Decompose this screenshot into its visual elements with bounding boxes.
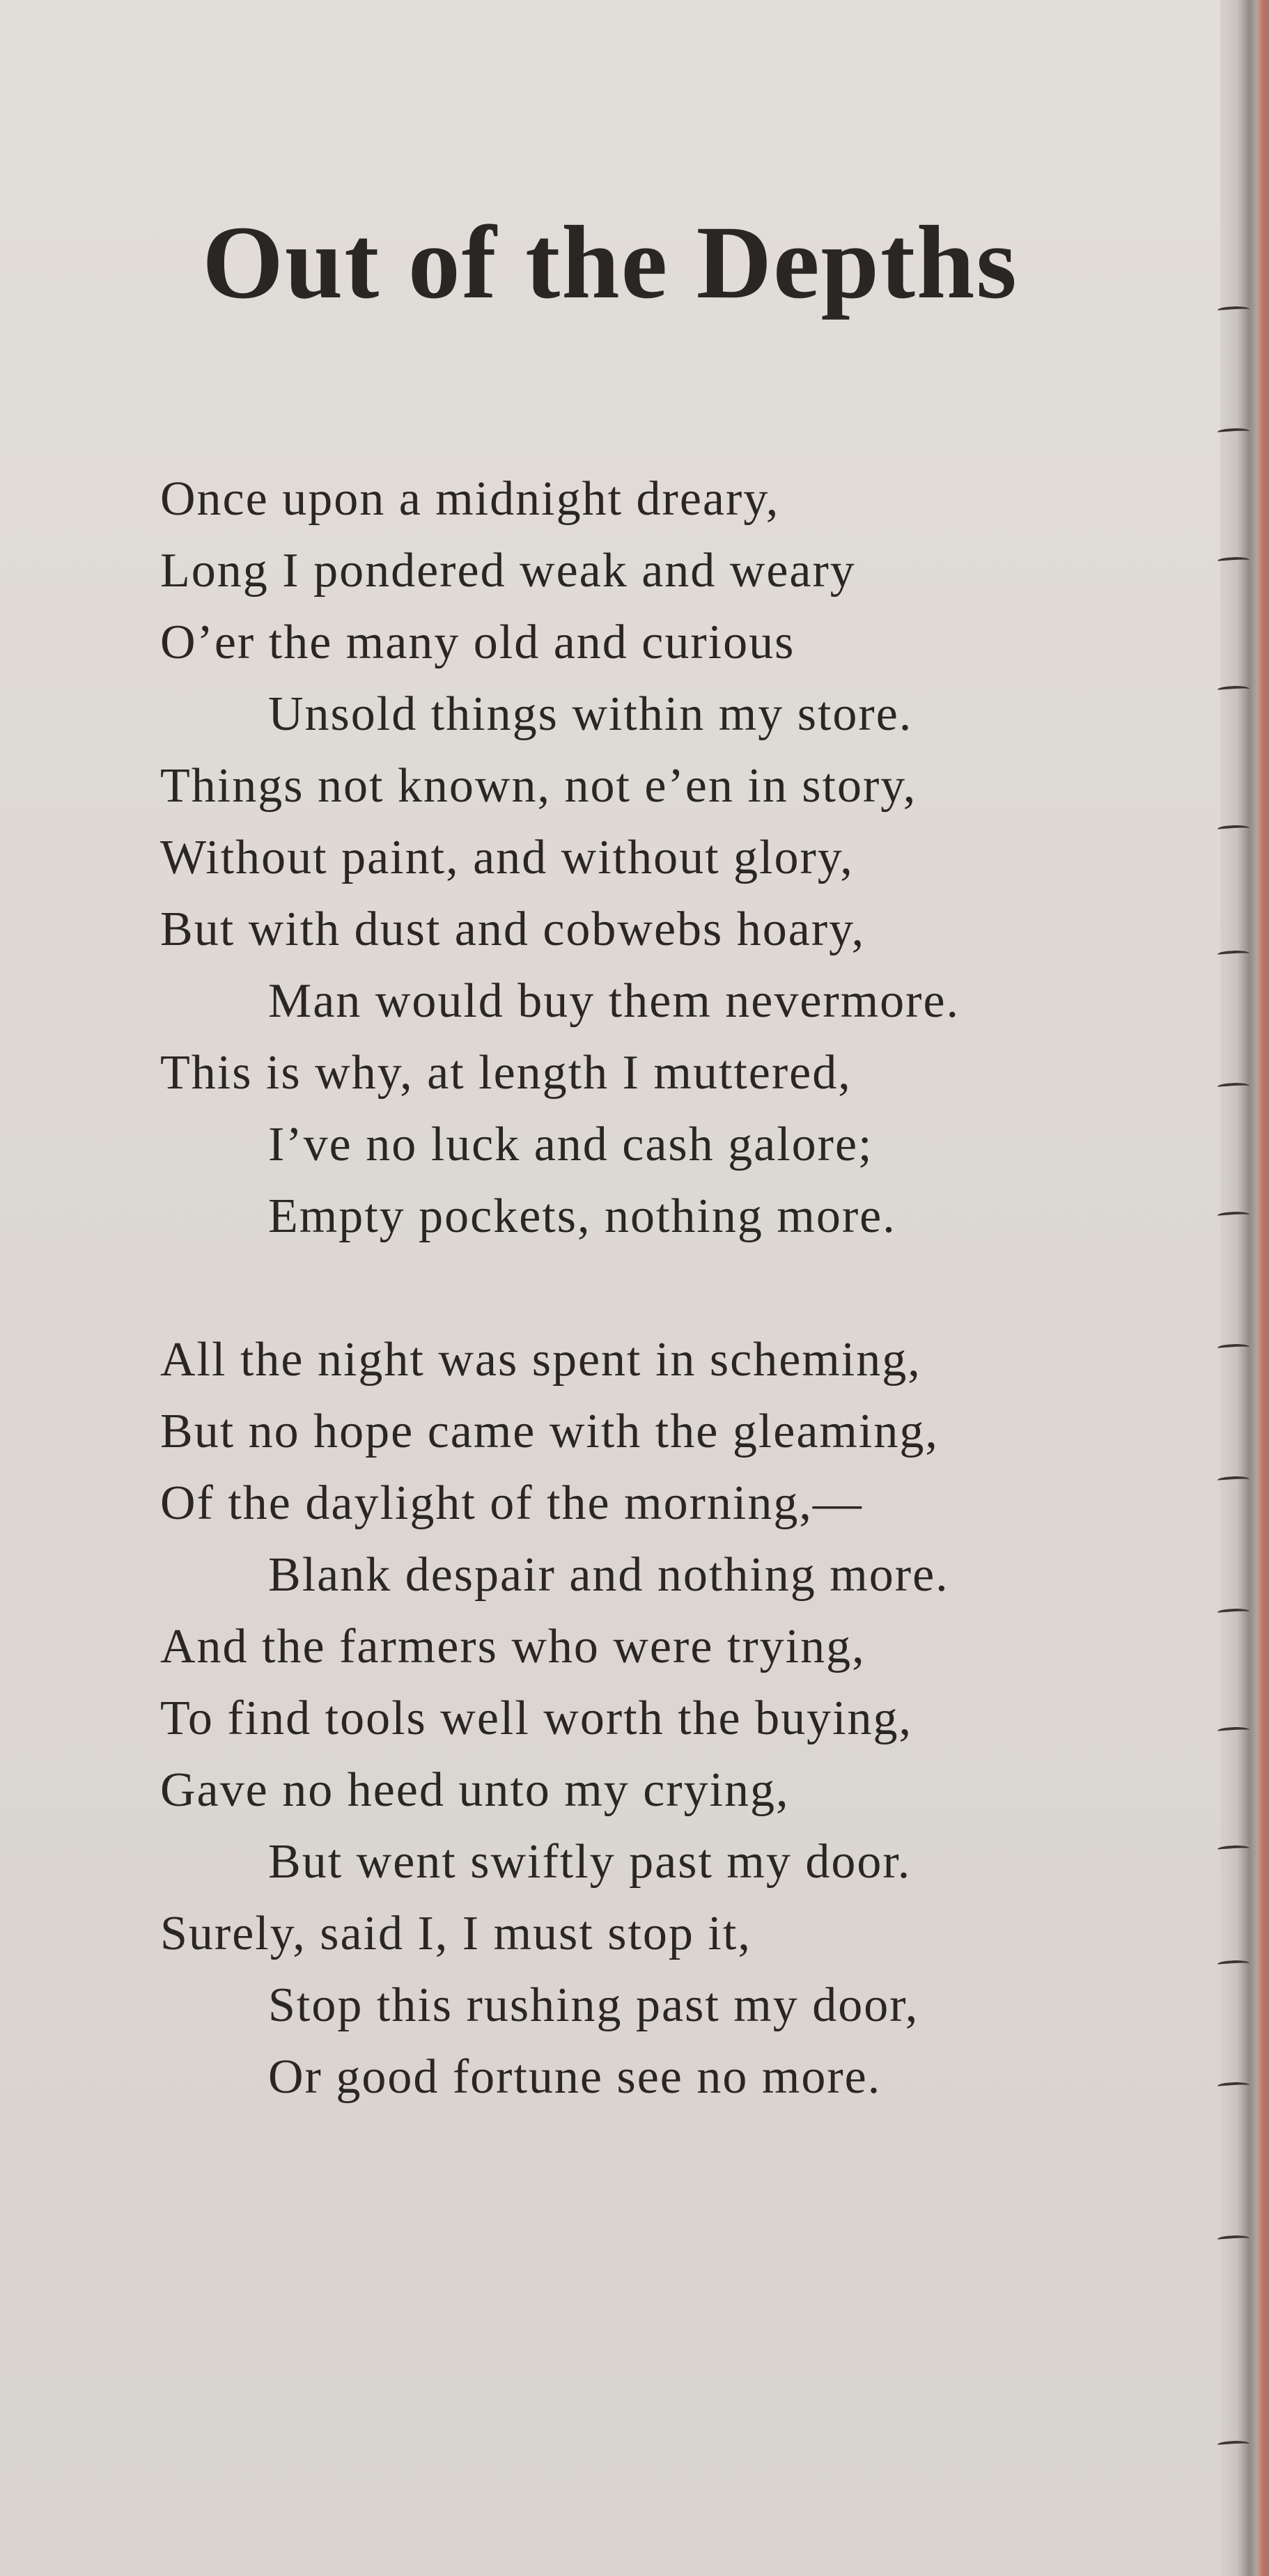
binding-stitch [1217,1475,1250,1484]
poem-line: But no hope came with the gleaming, [160,1405,939,1458]
poem-line: And the farmers who were trying, [160,1620,866,1673]
binding-stitch [1217,1844,1250,1853]
binding-stitch [1217,556,1250,565]
binding-stitch [1217,824,1250,833]
poem-line: O’er the many old and curious [160,616,795,669]
binding-stitch [1217,1210,1250,1219]
stanza-1 [160,463,1170,1252]
binding-stitch [1217,2081,1250,2090]
poem-line: Man would buy them nevermore. [268,974,960,1028]
poem-line: Surely, said I, I must stop it, [160,1907,752,1960]
binding-spine [1220,0,1269,2576]
binding-stitch [1217,305,1250,314]
binding-stitch [1217,1726,1250,1735]
poem-line: Stop this rushing past my door, [268,1978,919,2032]
binding-stitch [1217,1607,1250,1616]
binding-stitch [1217,1082,1250,1091]
poem-line: Things not known, not e’en in story, [160,759,917,813]
binding-stitch [1217,685,1250,694]
poem-line: Or good fortune see no more. [268,2050,882,2104]
poem-line: I’ve no luck and cash galore; [268,1118,873,1171]
binding-stitch [1217,427,1250,436]
binding-stitch [1217,2440,1250,2449]
poem-line: Long I pondered weak and weary [160,544,856,598]
binding-stitch [1217,1343,1250,1352]
poem-line: Blank despair and nothing more. [268,1548,949,1602]
poem-body [160,463,1170,2113]
poem-line: Unsold things within my store. [268,687,913,741]
poem-line: All the night was spent in scheming, [160,1333,921,1387]
poem-title: Out of the Depths [202,204,1018,320]
poem-line: This is why, at length I muttered, [160,1046,852,1100]
binding-stitch [1217,949,1250,958]
poem-line: Gave no heed unto my crying, [160,1763,790,1817]
poem-line: To find tools well worth the buying, [160,1692,913,1745]
binding-stitch [1217,2234,1250,2243]
poem-line: Of the daylight of the morning,— [160,1476,863,1530]
poem-line: Without paint, and without glory, [160,831,854,884]
poem-line: Once upon a midnight dreary, [160,472,780,526]
poem-line: Empty pockets, nothing more. [268,1189,896,1243]
stanza-2 [160,1324,1170,2113]
binding-stitch [1217,1959,1250,1968]
poem-line: But went swiftly past my door. [268,1835,912,1889]
poem-line: But with dust and cobwebs hoary, [160,903,866,956]
